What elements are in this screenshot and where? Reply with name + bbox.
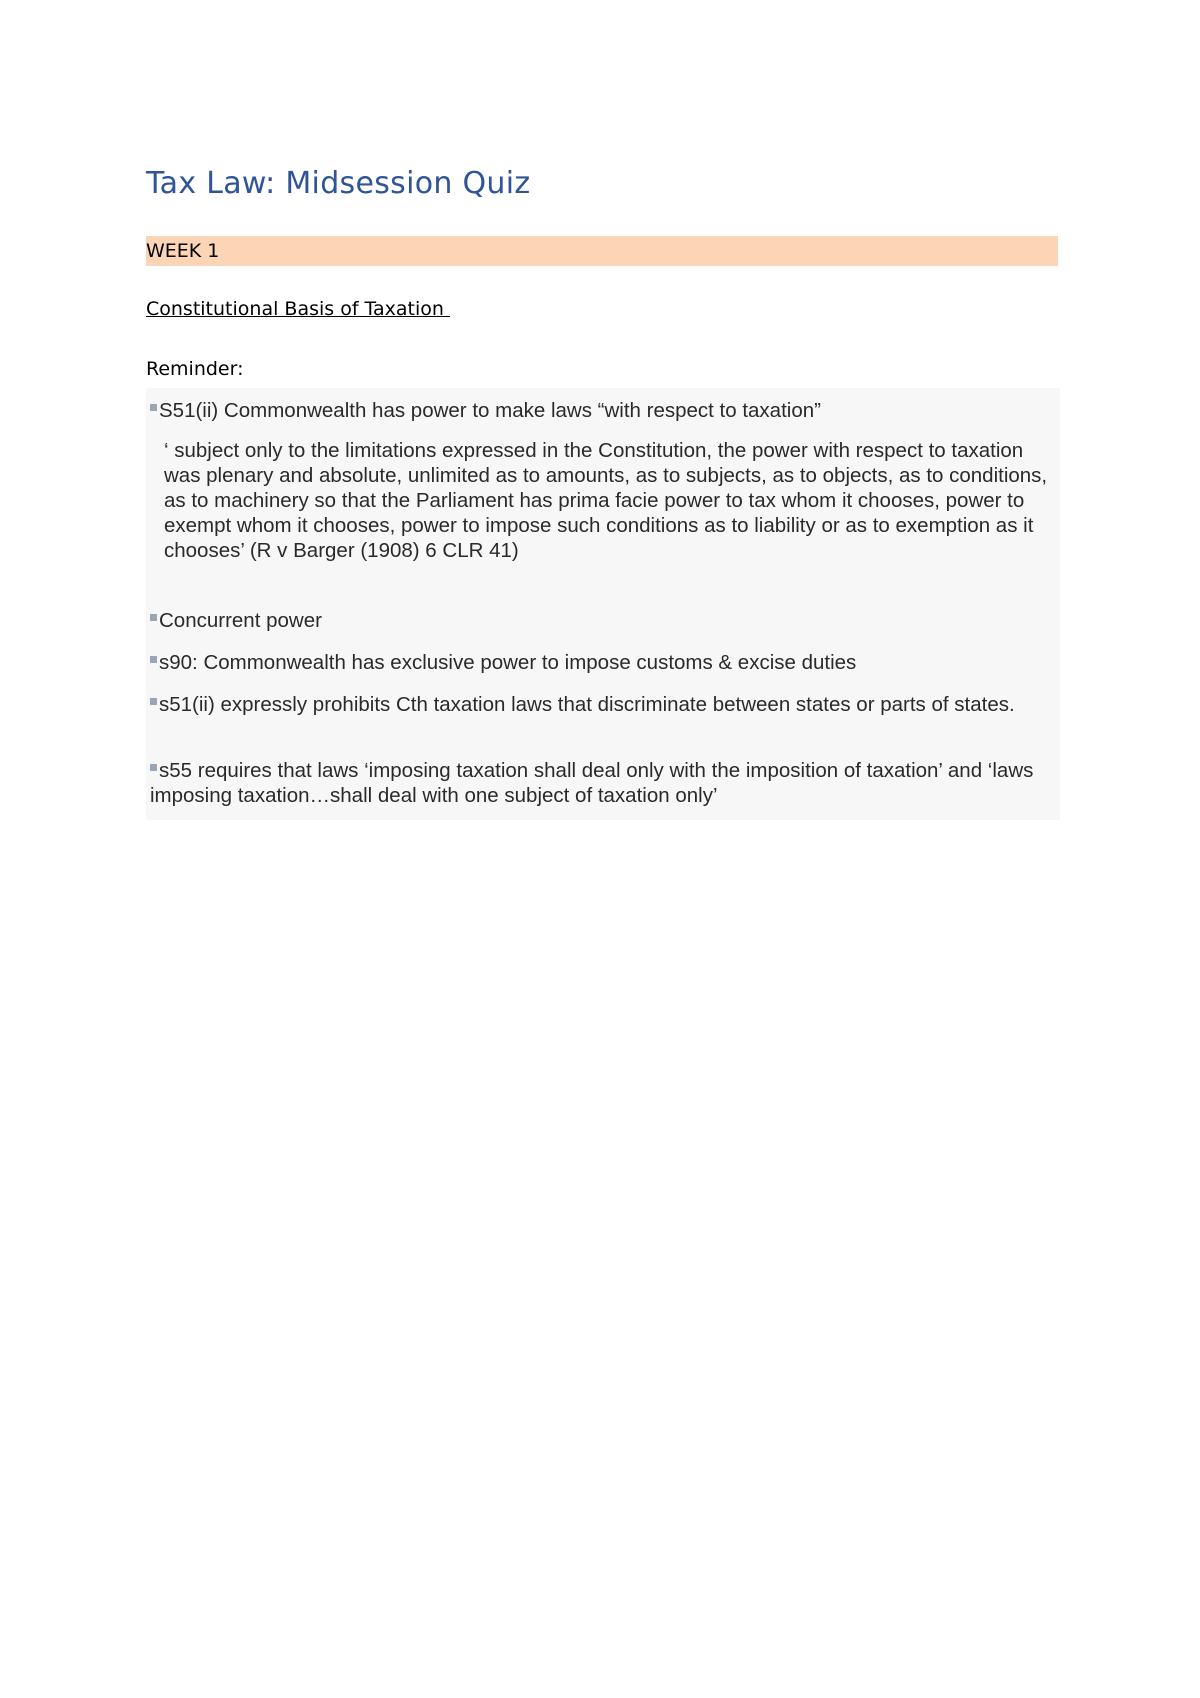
slide-bullet-text: s51(ii) expressly prohibits Cth taxation laws that discriminate between states or parts of states. (159, 693, 1015, 716)
slide-bullet (150, 608, 1050, 633)
bullet-square-icon (150, 764, 157, 771)
week-banner (146, 236, 1058, 266)
slide-bullet (150, 650, 1050, 675)
page-title: Tax Law: Midsession Quiz (146, 166, 531, 201)
slide-bullet (150, 758, 1050, 808)
slide-bullet-text: Concurrent power (159, 609, 322, 632)
slide-quote: ‘ subject only to the limitations expressed in the Constitution, the power with respect to taxation was plenary and absolute, unlimited as to amounts, as to subjects, as to objects, as to conditions, as to machinery so that the Parliament has prima facie power to tax whom it chooses, power to exempt whom it chooses, power to impose such conditions as to liability or as to exemption as it chooses’ (R v Barger (1908) 6 CLR 41) (164, 439, 1048, 562)
bullet-square-icon (150, 614, 157, 621)
slide-bullet-text: S51(ii) Commonwealth has power to make laws “with respect to taxation” (159, 399, 821, 422)
bullet-square-icon (150, 404, 157, 411)
slide-bullet-text: s90: Commonwealth has exclusive power to impose customs & excise duties (159, 651, 857, 674)
week-label: WEEK 1 (146, 240, 220, 262)
lecture-slide-excerpt (146, 388, 1060, 820)
reminder-label: Reminder: (146, 358, 244, 380)
bullet-square-icon (150, 656, 157, 663)
slide-bullet (150, 398, 1050, 423)
bullet-square-icon (150, 698, 157, 705)
slide-bullet (150, 692, 1050, 717)
section-heading: Constitutional Basis of Taxation (146, 298, 450, 320)
slide-bullet-text: s55 requires that laws ‘imposing taxation shall deal only with the imposition of taxation’ and ‘laws imposing taxation…shall deal with one subject of taxation only’ (150, 759, 1034, 807)
